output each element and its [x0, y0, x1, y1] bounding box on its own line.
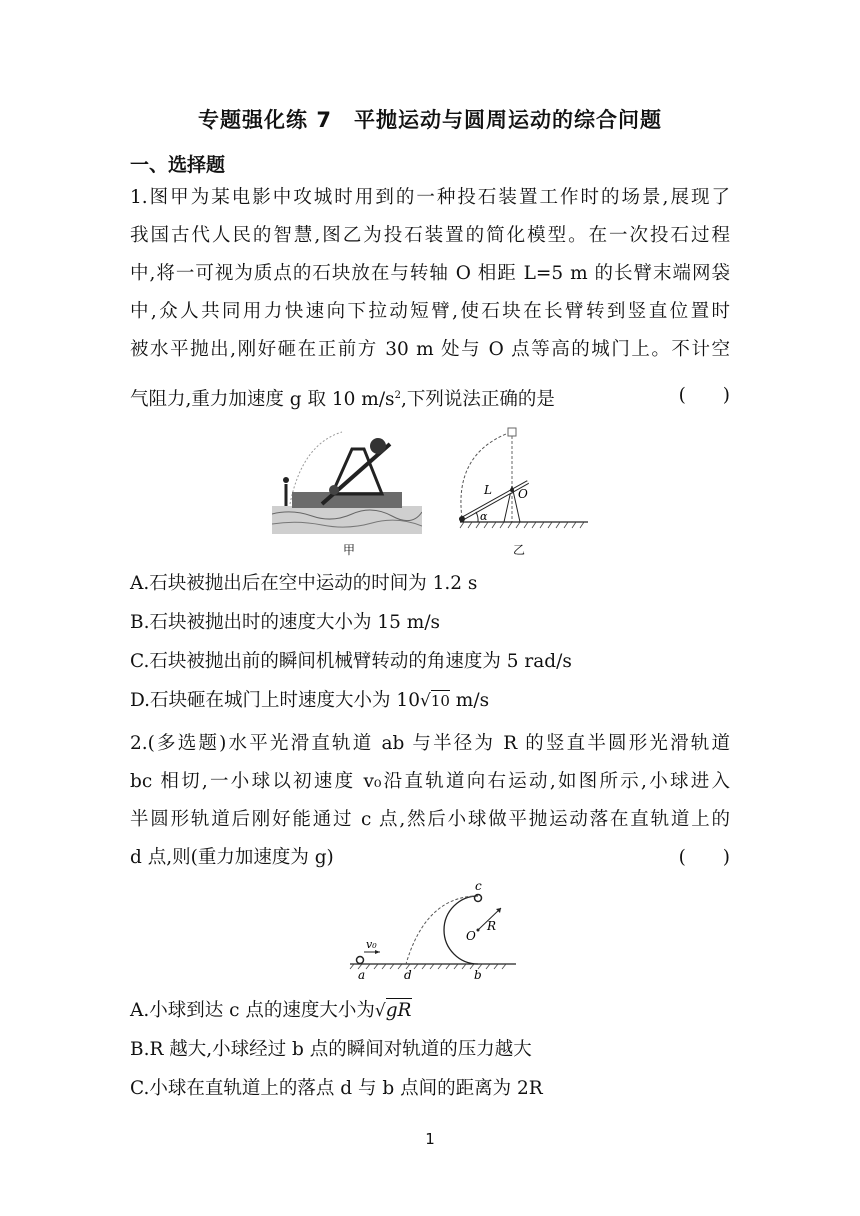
q1-line-5: 被水平抛出,刚好砸在正前方 30 m 处与 O 点等高的城门上。不计空 — [130, 339, 730, 360]
label-v0: v₀ — [366, 938, 377, 951]
q2-option-c: C.小球在直轨道上的落点 d 与 b 点间的距离为 2R — [130, 1078, 543, 1099]
label-c: c — [475, 882, 482, 893]
q2-option-a — [130, 996, 730, 1026]
page-title: 专题强化练 7 平抛运动与圆周运动的综合问题 — [198, 108, 662, 132]
q1-line-1: 1.图甲为某电影中攻城时用到的一种投石装置工作时的场景,展现了 — [130, 187, 730, 208]
q1-option-c: C.石块被抛出前的瞬间机械臂转动的角速度为 5 rad/s — [130, 651, 572, 672]
figure-jia-caption: 甲 — [343, 543, 356, 557]
figure-yi-label-alpha: α — [480, 510, 488, 523]
label-O: O — [466, 929, 476, 943]
q1-option-d — [130, 686, 730, 716]
q2-line-4-text: d 点,则(重力加速度为 g) — [130, 847, 334, 868]
q1-line-3: 中,将一可视为质点的石块放在与转轴 O 相距 L=5 m 的长臂末端网袋 — [130, 263, 730, 284]
label-b: b — [474, 968, 482, 982]
q2-option-b: B.R 越大,小球经过 b 点的瞬间对轨道的压力越大 — [130, 1039, 532, 1060]
page-number: 1 — [425, 1130, 435, 1148]
label-d: d — [404, 968, 412, 982]
section-heading: 一、选择题 — [130, 154, 226, 176]
figure-yi-label-L: L — [484, 483, 492, 497]
q2-line-2: bc 相切,一小球以初速度 v₀沿直轨道向右运动,如图所示,小球进入 — [130, 771, 730, 792]
q2-option-a-radicand: gR — [385, 1000, 412, 1021]
q2-line-1: 2.(多选题)水平光滑直轨道 ab 与半径为 R 的竖直半圆形光滑轨道 — [130, 733, 730, 754]
q2-answer-blank: ( ) — [678, 847, 730, 868]
q1-line-4: 中,众人共同用力快速向下拉动短臂,使石块在长臂转到竖直位置时 — [130, 301, 730, 322]
q1-option-d-text: D.石块砸在城门上时速度大小为 10 — [130, 690, 420, 711]
q1-line-6-tail: ,下列说法正确的是 — [400, 389, 555, 411]
q2-line-3: 半圆形轨道后刚好能通过 c 点,然后小球做平抛运动落在直轨道上的 — [130, 809, 730, 830]
q1-option-d-radicand: 10 — [430, 692, 450, 710]
q1-line-6 — [130, 381, 730, 415]
figure-q2-track — [346, 882, 536, 982]
q1-option-a: A.石块被抛出后在空中运动的时间为 1.2 s — [130, 573, 478, 594]
figure-yi-model — [448, 426, 588, 536]
q2-line-4 — [130, 843, 730, 873]
q1-option-d-unit: m/s — [449, 690, 490, 711]
figure-jia-catapult — [272, 424, 422, 534]
q2-option-a-text: A.小球到达 c 点的速度大小为 — [130, 1000, 375, 1021]
q1-option-b: B.石块被抛出时的速度大小为 15 m/s — [130, 612, 441, 633]
label-R: R — [487, 919, 497, 933]
label-a: a — [358, 968, 366, 982]
sqrt-symbol: √ — [419, 691, 431, 711]
q1-answer-blank: ( ) — [678, 385, 730, 406]
q1-line-6-sup: 2 — [394, 390, 401, 401]
q1-line-2: 我国古代人民的智慧,图乙为投石装置的简化模型。在一次投石过程 — [130, 225, 730, 246]
sqrt-symbol-2: √ — [374, 1001, 386, 1021]
figure-yi-caption: 乙 — [513, 543, 526, 557]
q1-line-6-text: 气阻力,重力加速度 g 取 10 m/s — [130, 389, 395, 411]
figure-yi-label-O: O — [518, 487, 528, 501]
